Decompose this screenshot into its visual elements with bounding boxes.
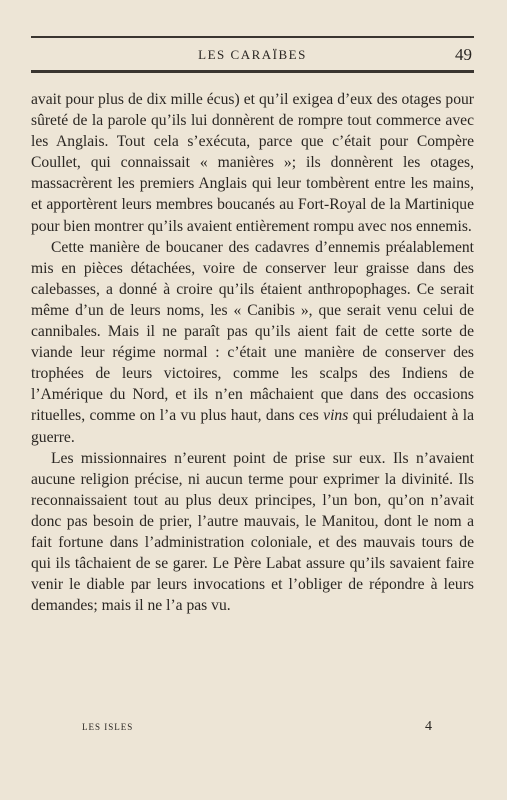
- footer-signature: LES ISLES: [82, 722, 134, 732]
- page-footer: [82, 719, 432, 738]
- paragraph-2: [31, 237, 474, 448]
- page-number: 49: [455, 45, 472, 64]
- paragraph-1: avait pour plus de dix mille écus) et qu’il exigea d’eux des otages pour sûreté de la parole qu’ils lui donnèrent de rompre tout commerce avec les Anglais. Tout cela s’exécuta, parce que c’était pour Compère Coullet, qui connaissait « manières »; ils donnèrent les otages, massacrèrent les premiers Anglais qui leur tombèrent entre les mains, et apportèrent leurs membres boucanés au Fort-Royal de la Martinique pour bien montrer qu’ils avaient entièrement rompu avec nos ennemis.: [31, 91, 474, 235]
- paragraph-2-end: qui préludaient à la guerre.: [31, 407, 474, 446]
- signature-mark: 4: [425, 719, 432, 734]
- running-header: [31, 47, 474, 67]
- paragraph-2-italic: vins: [323, 407, 349, 425]
- paragraph-3: Les missionnaires n’eurent point de prise sur eux. Ils n’avaient aucune religion précise, ni aucun terme pour exprimer la divinité. Ils reconnaissaient tout au plus deux principes, l’un bon, qu’on n’avait donc pas besoin de prier, l’autre mauvais, le Manitou, dont le nom a fait fortune dans l’administration coloniale, et des mauvais tours de qui ils tâchaient de se garer. Le Père Labat assure qu’ils savaient faire venir le diable par leurs invocations et l’obliger de répondre à leurs demandes; mais il ne l’a pas vu.: [31, 449, 474, 615]
- running-title: LES CARAÏBES: [198, 47, 307, 62]
- header-top-rule: [31, 36, 474, 38]
- paragraph-2-text: Cette manière de boucaner des cadavres d’ennemis préalablement mis en pièces détachées, voire de conserver leur graisse dans des calebasses, a donné à croire qu’ils étaient anthropophages. Ce serait même d’un de leurs noms, les « Canibis », que serait venu celui de cannibales. Mais il ne paraît pas qu’ils aient fait de cette sorte de viande leur régime normal : c’était une manière de conserver des trophées de leurs victoires, comme les scalps des Indiens de l’Amérique du Nord, et ils n’en mâchaient que dans des occasions rituelles, comme on l’a vu plus haut, dans ces: [31, 238, 474, 425]
- header-bottom-rule: [31, 70, 474, 73]
- body-text: [31, 89, 474, 616]
